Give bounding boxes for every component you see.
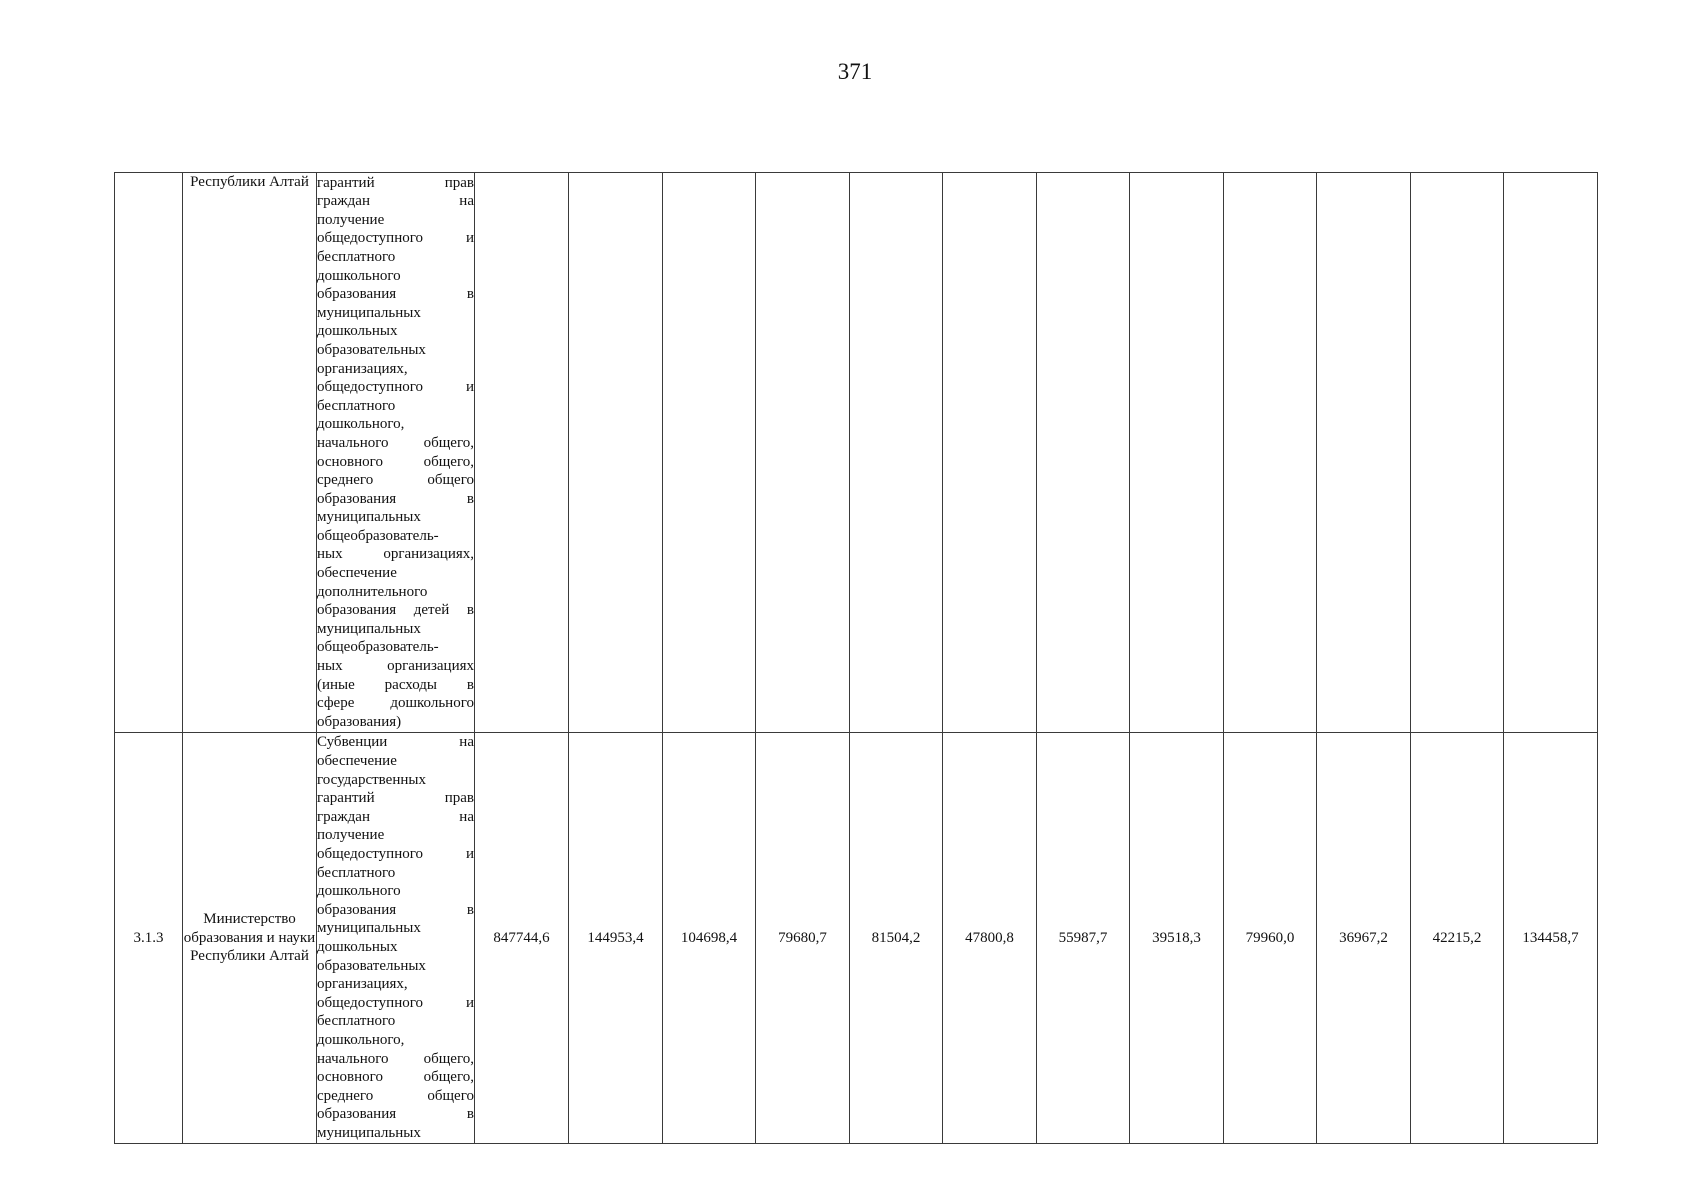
value-cell: 134458,7 bbox=[1504, 733, 1598, 1144]
description-line: обеспечение bbox=[317, 753, 397, 770]
description-line: общедоступного и bbox=[317, 230, 474, 247]
executor-cell: Республики Алтай bbox=[183, 173, 317, 733]
value-cell: 79680,7 bbox=[756, 733, 850, 1144]
value-cell bbox=[1224, 173, 1317, 733]
description-line: среднего общего bbox=[317, 1087, 474, 1104]
value-cell bbox=[943, 173, 1037, 733]
description-line: дошкольного bbox=[317, 883, 401, 900]
value-cell: 79960,0 bbox=[1224, 733, 1317, 1144]
description-line: дошкольного bbox=[317, 267, 401, 284]
value-cell: 47800,8 bbox=[943, 733, 1037, 1144]
description-line: образования в bbox=[317, 490, 474, 507]
description-line: образовательных bbox=[317, 341, 426, 358]
value-cell bbox=[475, 173, 569, 733]
description-line: образования в bbox=[317, 1106, 474, 1123]
description-line: дополнительного bbox=[317, 583, 428, 600]
table-row bbox=[115, 733, 1598, 1144]
description-line: ных организациях bbox=[317, 658, 474, 675]
value-cell bbox=[663, 173, 756, 733]
budget-table bbox=[114, 172, 1598, 1144]
description-line: Субвенции на bbox=[317, 734, 474, 751]
page-number: 371 bbox=[837, 59, 873, 84]
value-cell: 81504,2 bbox=[850, 733, 943, 1144]
table-row bbox=[115, 173, 1598, 733]
description-cell bbox=[317, 733, 475, 1144]
description-line: (иные расходы в bbox=[317, 676, 474, 693]
description-line: общеобразователь- bbox=[317, 639, 439, 656]
description-line: среднего общего bbox=[317, 472, 474, 489]
value-cell: 144953,4 bbox=[569, 733, 663, 1144]
description-line: дошкольных bbox=[317, 323, 398, 340]
description-line: государственных bbox=[317, 771, 426, 788]
value-cell: 55987,7 bbox=[1037, 733, 1130, 1144]
description-line: муниципальных bbox=[317, 304, 421, 321]
description-line: образования) bbox=[317, 713, 402, 730]
row-number-cell bbox=[115, 173, 183, 733]
description-line: бесплатного bbox=[317, 1013, 396, 1030]
description-line: общеобразователь- bbox=[317, 527, 439, 544]
value-cell: 104698,4 bbox=[663, 733, 756, 1144]
description-line: муниципальных bbox=[317, 1124, 421, 1141]
description-line: граждан на bbox=[317, 808, 474, 825]
description-line: основного общего, bbox=[317, 453, 474, 470]
value-cell: 36967,2 bbox=[1317, 733, 1411, 1144]
description-line: организациях, bbox=[317, 360, 408, 377]
description-line: бесплатного bbox=[317, 397, 396, 414]
description-line: граждан на bbox=[317, 193, 474, 210]
value-cell bbox=[1411, 173, 1504, 733]
description-line: дошкольного, bbox=[317, 416, 405, 433]
description-line: получение bbox=[317, 827, 385, 844]
description-line: муниципальных bbox=[317, 509, 421, 526]
value-cell bbox=[756, 173, 850, 733]
value-cell bbox=[850, 173, 943, 733]
description-line: бесплатного bbox=[317, 864, 396, 881]
description-line: ных организациях, bbox=[317, 546, 474, 563]
description-line: образования в bbox=[317, 901, 474, 918]
description-line: сфере дошкольного bbox=[317, 695, 474, 712]
description-line: начального общего, bbox=[317, 434, 474, 451]
description-line: гарантий прав bbox=[317, 174, 474, 191]
description-line: общедоступного и bbox=[317, 846, 474, 863]
row-number-cell: 3.1.3 bbox=[115, 733, 183, 1144]
value-cell bbox=[1130, 173, 1224, 733]
description-line: образования детей в bbox=[317, 602, 474, 619]
description-line: получение bbox=[317, 211, 385, 228]
description-line: гарантий прав bbox=[317, 790, 474, 807]
description-line: образовательных bbox=[317, 957, 426, 974]
description-line: обеспечение bbox=[317, 565, 397, 582]
description-line: муниципальных bbox=[317, 920, 421, 937]
description-line: организациях, bbox=[317, 976, 408, 993]
value-cell bbox=[1504, 173, 1598, 733]
value-cell bbox=[1317, 173, 1411, 733]
description-line: дошкольных bbox=[317, 939, 398, 955]
value-cell: 39518,3 bbox=[1130, 733, 1224, 1144]
description-line: общедоступного и bbox=[317, 379, 474, 396]
description-line: начального общего, bbox=[317, 1050, 474, 1067]
description-line: основного общего, bbox=[317, 1069, 474, 1086]
description-cell bbox=[317, 173, 475, 733]
description-line: дошкольного, bbox=[317, 1031, 405, 1048]
description-line: общедоступного и bbox=[317, 994, 474, 1011]
value-cell bbox=[569, 173, 663, 733]
value-cell: 42215,2 bbox=[1411, 733, 1504, 1144]
description-line: бесплатного bbox=[317, 248, 396, 265]
description-line: образования в bbox=[317, 286, 474, 303]
value-cell bbox=[1037, 173, 1130, 733]
executor-cell: Министерство образования и науки Республики Алтай bbox=[183, 733, 317, 1144]
description-line: муниципальных bbox=[317, 620, 421, 637]
value-cell: 847744,6 bbox=[475, 733, 569, 1144]
